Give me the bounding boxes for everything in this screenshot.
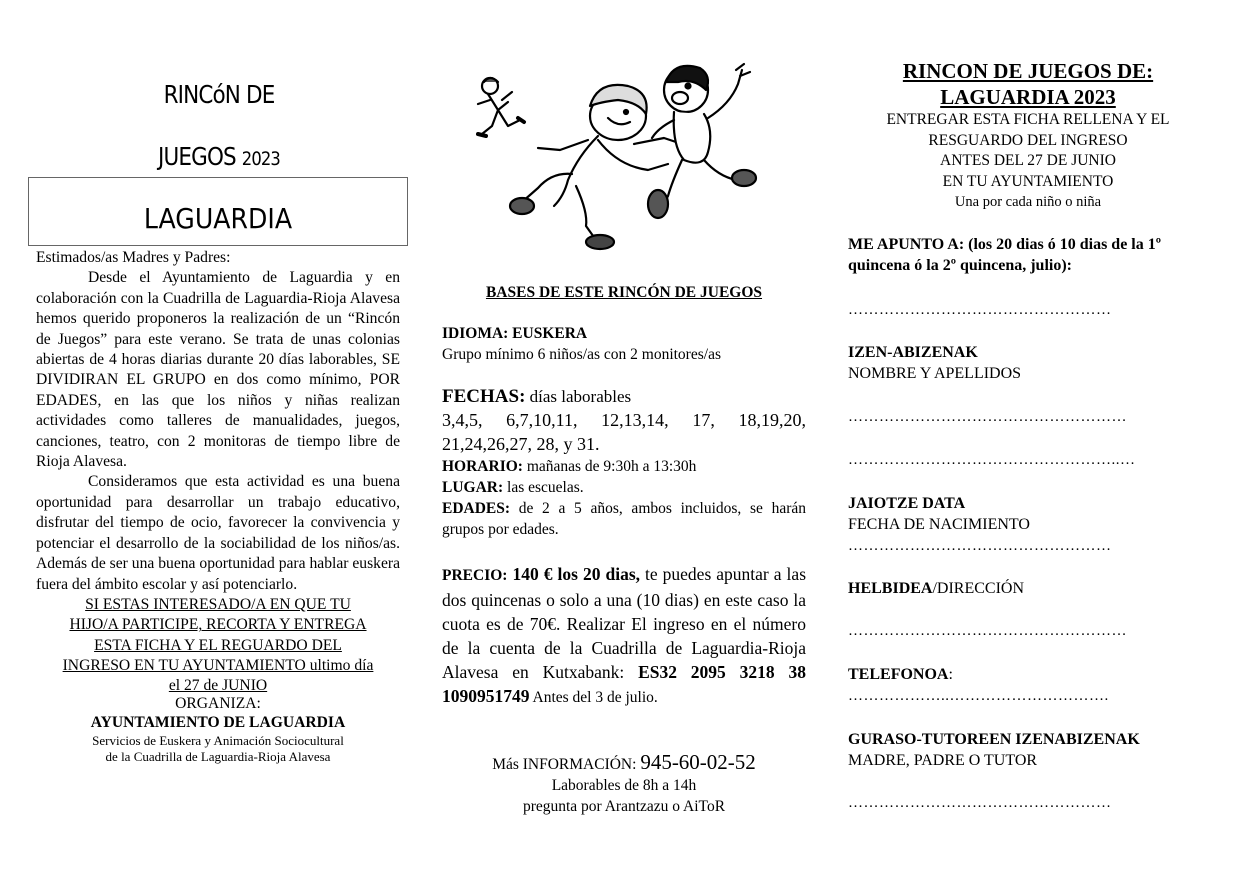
organiza-label: ORGANIZA: [175, 694, 261, 712]
jaiotze-label: JAIOTZE DATA [848, 495, 966, 512]
paragraph-2: Consideramos que esta actividad es una buena oportunidad para desarrollar un trabajo educativo, disfrutar del tiempo de ocio, favorecer la convivencia y potenciar el desarrollo de la sociabilidad de los niños/as. Además de ser una buena oportunidad para hablar euskera fuera del ámbito escolar y así potenciarlo. [36, 473, 400, 593]
info-contact: pregunta por Arantzazu o AiToR [522, 798, 726, 815]
form-heading-line-2: LAGUARDIA 2023 [940, 85, 1116, 109]
form-instructions [846, 110, 1210, 213]
precio-block [442, 562, 806, 710]
nombre-field-2[interactable]: ……………………………………………..… [848, 452, 1136, 468]
lugar-label: LUGAR: [442, 479, 504, 496]
notice-line-1: SI ESTAS INTERESADO/A EN QUE TU [85, 595, 351, 613]
organizer-name: AYUNTAMIENTO DE LAGUARDIA [90, 713, 346, 731]
lugar-text: las escuelas. [503, 479, 584, 496]
notice-line-3: ESTA FICHA Y EL REGUARDO DEL [94, 636, 342, 654]
notice-line-2: HIJO/A PARTICIPE, RECORTA Y ENTREGA [69, 616, 367, 634]
form-heading-line-1: RINCON DE JUEGOS DE: [902, 59, 1154, 83]
idioma-label: IDIOMA: EUSKERA [442, 325, 588, 342]
precio-text-2: Antes del 3 de julio. [529, 689, 658, 706]
helbidea-label: HELBIDEA [848, 580, 933, 597]
fechas-block [442, 385, 806, 540]
helbidea-row [848, 578, 1210, 599]
bases-title: BASES DE ESTE RINCÓN DE JUEGOS [485, 284, 763, 301]
idioma-text: Grupo mínimo 6 niños/as con 2 monitores/as [442, 346, 721, 363]
fecha-label: FECHA DE NACIMIENTO [848, 516, 1030, 533]
title-line-2 [55, 142, 384, 171]
horario-label: HORARIO: [442, 458, 523, 475]
edades-label: EDADES: [442, 500, 511, 517]
telefono-field[interactable]: ………………..…………………………. [848, 688, 1109, 704]
direccion-field[interactable]: ……………………………………………… [848, 623, 1127, 639]
title-juegos: JUEGOS [158, 142, 236, 171]
notice-line-5: el 27 de JUNIO [168, 676, 268, 694]
notice-line-4: INGRESO EN TU AYUNTAMIENTO ultimo día [62, 657, 374, 675]
instr-line-5: Una por cada niño o niña [954, 194, 1102, 211]
precio-text-1: te puedes apuntar a las dos quincenas o solo a una (10 dias) en este caso la cuota es de 70€. Realizar El ingreso en el número de la cuenta de la Cuadrilla de Laguardia-Rioja Alavesa en Kutxabank: [442, 564, 806, 682]
apunto-field[interactable]: …………………………………………… [848, 302, 1112, 318]
idioma-block [442, 323, 806, 365]
info-phone: 945-60-02-52 [640, 750, 756, 774]
telefonoa-label: TELEFONOA [848, 666, 949, 683]
telefonoa-row [848, 664, 1210, 685]
madre-label: MADRE, PADRE O TUTOR [848, 752, 1038, 769]
form-heading [846, 58, 1210, 110]
title-line-1: RINCóN DE [163, 80, 275, 109]
organizer-sub-2: de la Cuadrilla de Laguardia-Rioja Alavesa [105, 749, 331, 765]
precio-iban: ES32 2095 3218 38 1090951749 [442, 662, 806, 706]
paragraph-1: Desde el Ayuntamiento de Laguardia y en colaboración con la Cuadrilla de Laguardia-Rioja Alavesa hemos querido proponeros la realización de un “Rincón de Juegos” para este verano. Se trata de unas colonias abiertas de 4 horas diarias durante 20 días laborables, SE DIVIDIRAN EL GRUPO en dos como mínimo, POR EDADES, en las que los niños y niñas realizan actividades como talleres de manualidades, juegos, canciones, teatro, con 2 monitoras de tiempo libre de Rioja Alavesa. [36, 269, 400, 471]
direccion-label: /DIRECCIÓN [932, 580, 1025, 597]
tutor-field[interactable]: …………………………………………… [848, 795, 1112, 811]
greeting: Estimados/as Madres y Padres: [36, 249, 231, 266]
info-label: Más INFORMACIÓN: [492, 756, 641, 773]
apunto-label: ME APUNTO A: (los 20 dias ó 10 dias de la 1º quincena ó la 2º quincena, julio): [848, 236, 1162, 274]
precio-label: PRECIO: [442, 567, 508, 584]
place-box [28, 177, 408, 246]
nombre-field-1[interactable]: ……………………………………………… [848, 409, 1127, 425]
letter-body [36, 248, 400, 766]
running-children-illustration [468, 56, 760, 252]
title-year: 2023 [241, 148, 280, 170]
place-title: LAGUARDIA [143, 202, 293, 235]
instr-line-1: ENTREGAR ESTA FICHA RELLENA Y EL [886, 111, 1170, 128]
telefonoa-colon: : [948, 666, 953, 683]
instr-line-3: ANTES DEL 27 DE JUNIO [940, 152, 1116, 170]
edades-text: de 2 a 5 años, ambos incluidos, se harán grupos por edades. [442, 500, 806, 538]
izen-label: IZEN-ABIZENAK [848, 344, 978, 361]
fechas-label: FECHAS: [442, 386, 526, 407]
organizer-sub-1: Servicios de Euskera y Animación Sociocultural [92, 732, 344, 748]
instr-line-2: RESGUARDO DEL INGRESO [928, 131, 1128, 149]
guraso-label: GURASO-TUTOREEN IZENABIZENAK [848, 731, 1140, 748]
nombre-label: NOMBRE Y APELLIDOS [848, 365, 1022, 382]
instr-line-4: EN TU AYUNTAMIENTO [942, 172, 1114, 190]
info-block [442, 752, 806, 817]
info-hours: Laborables de 8h a 14h [551, 777, 697, 794]
fecha-field[interactable]: …………………………………………… [848, 538, 1112, 554]
fechas-days: 3,4,5, 6,7,10,11, 12,13,14, 17, 18,19,20, 21,24,26,27, 28, y 31. [442, 410, 806, 454]
horario-text: mañanas de 9:30h a 13:30h [522, 458, 697, 475]
precio-amount: 140 € los 20 dias, [507, 564, 640, 584]
fechas-text: días laborables [525, 387, 632, 406]
